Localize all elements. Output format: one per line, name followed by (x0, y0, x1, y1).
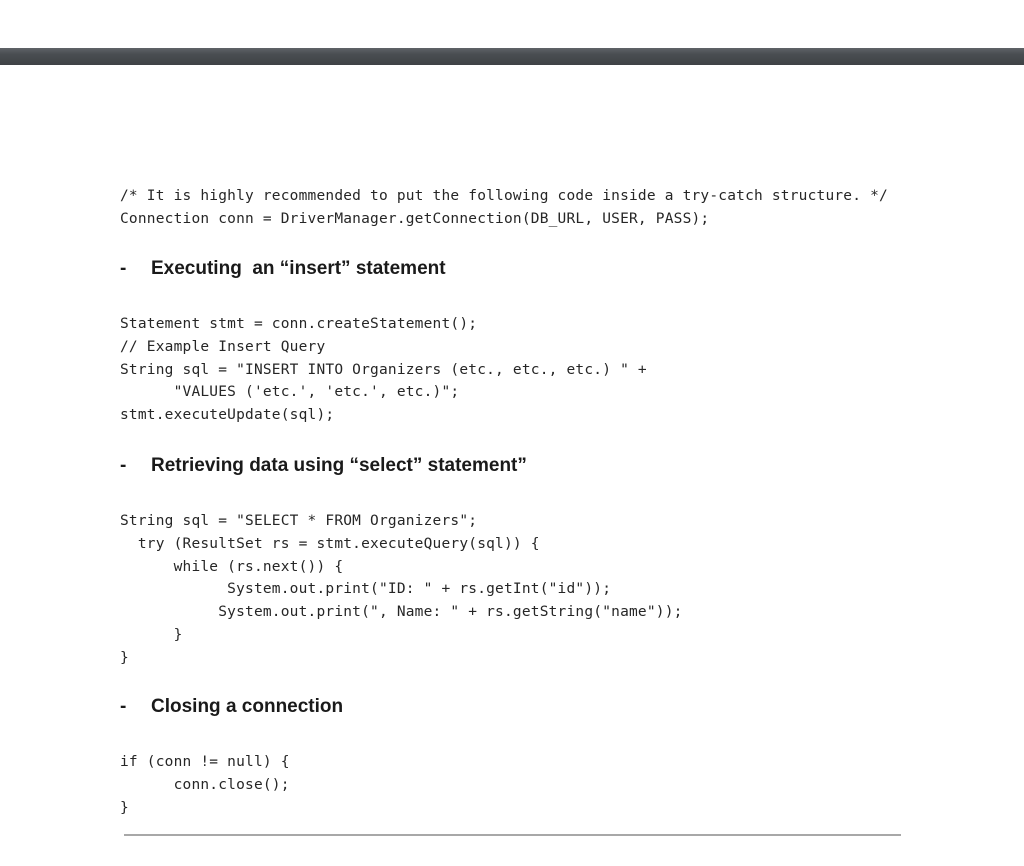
connection-code-block (120, 185, 888, 231)
code-line: System.out.print("ID: " + rs.getInt("id")); (120, 581, 612, 598)
bullet-dash: - (120, 696, 127, 717)
section-heading-select (120, 455, 527, 477)
heading-text: Executing an “insert” statement (151, 258, 446, 279)
code-line: if (conn != null) { (120, 754, 290, 770)
code-line: try (ResultSet rs = stmt.executeQuery(sql)) { (120, 535, 540, 552)
bullet-dash: - (120, 258, 127, 279)
code-line: /* It is highly recommended to put the following code inside a try-catch structure. */ (120, 188, 888, 204)
heading-text: Retrieving data using “select” statement” (151, 455, 527, 476)
section-heading-close (120, 696, 343, 718)
code-line: String sql = "INSERT INTO Organizers (etc., etc., etc.) " + (120, 361, 647, 378)
insert-code-block (120, 313, 647, 427)
close-code-block (120, 751, 290, 819)
code-line: Statement stmt = conn.createStatement(); (120, 316, 478, 332)
heading-text: Closing a connection (151, 696, 344, 717)
code-line: Connection conn = DriverManager.getConnection(DB_URL, USER, PASS); (120, 210, 710, 227)
code-line: while (rs.next()) { (120, 558, 344, 575)
code-line: // Example Insert Query (120, 338, 326, 355)
code-line: } (120, 626, 183, 643)
bullet-dash: - (120, 455, 127, 476)
top-toolbar-bar (0, 48, 1024, 65)
code-line: conn.close(); (120, 776, 290, 793)
code-line: stmt.executeUpdate(sql); (120, 407, 335, 424)
code-line: } (120, 649, 129, 666)
code-line: "VALUES ('etc.', 'etc.', etc.)"; (120, 384, 460, 401)
code-line: } (120, 799, 129, 816)
code-line: System.out.print(", Name: " + rs.getString("name")); (120, 604, 683, 621)
bottom-divider (124, 834, 901, 836)
select-code-block (120, 510, 683, 670)
section-heading-insert (120, 258, 446, 280)
code-line: String sql = "SELECT * FROM Organizers"; (120, 513, 478, 529)
